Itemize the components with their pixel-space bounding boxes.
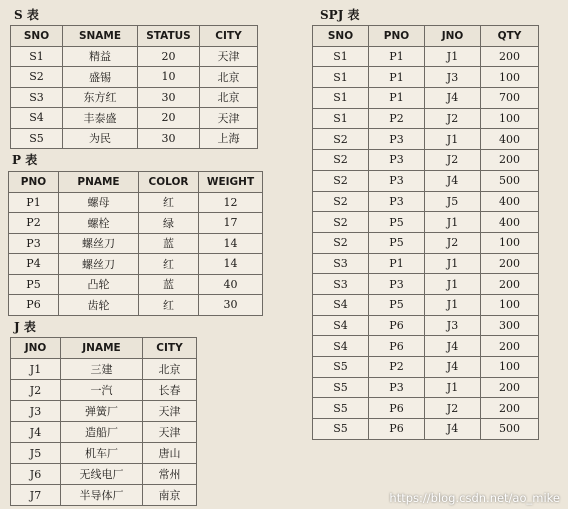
column-header-weight: WEIGHT <box>199 172 263 193</box>
table-cell: P6 <box>369 398 425 419</box>
table-cell: 40 <box>199 274 263 295</box>
table-cell: 螺丝刀 <box>59 233 139 254</box>
table-cell: P3 <box>369 377 425 398</box>
table-cell: J4 <box>425 357 481 378</box>
table-cell: 200 <box>481 398 539 419</box>
table-row <box>11 87 258 108</box>
table-cell: 红 <box>139 192 199 213</box>
column-header-color: COLOR <box>139 172 199 193</box>
table-cell: J1 <box>425 377 481 398</box>
table-cell: 凸轮 <box>59 274 139 295</box>
table-cell: J1 <box>425 274 481 295</box>
table-cell: S4 <box>11 108 63 129</box>
table-cell: S5 <box>313 357 369 378</box>
table-cell: 30 <box>138 87 200 108</box>
table-cell: J1 <box>425 46 481 67</box>
table-cell: J5 <box>425 191 481 212</box>
table-cell: 机车厂 <box>61 443 143 464</box>
table-row <box>9 295 263 316</box>
table-cell: 30 <box>199 295 263 316</box>
table-cell: P1 <box>369 88 425 109</box>
table-cell: 10 <box>138 67 200 88</box>
p-table <box>8 171 263 316</box>
column-header-sno: SNO <box>11 26 63 47</box>
table-row <box>313 398 539 419</box>
table-row <box>11 401 197 422</box>
table-cell: 17 <box>199 213 263 234</box>
table-cell: J2 <box>425 398 481 419</box>
table-cell: 14 <box>199 254 263 275</box>
table-cell: 200 <box>481 336 539 357</box>
table-cell: P6 <box>9 295 59 316</box>
table-cell: S4 <box>313 294 369 315</box>
column-header-pno: PNO <box>369 26 425 47</box>
table-cell: 200 <box>481 150 539 171</box>
table-header-row <box>313 26 539 47</box>
table-cell: J1 <box>11 359 61 380</box>
table-cell: S1 <box>313 67 369 88</box>
table-cell: 200 <box>481 377 539 398</box>
table-cell: P1 <box>369 253 425 274</box>
table-cell: 丰泰盛 <box>63 108 138 129</box>
table-cell: J1 <box>425 212 481 233</box>
table-cell: 造船厂 <box>61 422 143 443</box>
p-table-caption: P 表 <box>12 153 38 167</box>
table-cell: S3 <box>313 274 369 295</box>
table-cell: S2 <box>313 170 369 191</box>
column-header-pname: PNAME <box>59 172 139 193</box>
table-cell: 常州 <box>143 464 197 485</box>
table-cell: 上海 <box>200 128 258 149</box>
table-cell: J2 <box>11 380 61 401</box>
table-cell: 400 <box>481 191 539 212</box>
table-cell: J3 <box>11 401 61 422</box>
table-cell: P3 <box>369 150 425 171</box>
table-cell: 12 <box>199 192 263 213</box>
table-cell: J4 <box>425 336 481 357</box>
table-cell: J1 <box>425 129 481 150</box>
table-cell: 半导体厂 <box>61 485 143 506</box>
table-row <box>313 191 539 212</box>
table-row <box>313 294 539 315</box>
table-cell: J1 <box>425 253 481 274</box>
spj-table-caption: SPJ 表 <box>320 8 360 22</box>
table-row <box>313 170 539 191</box>
table-cell: S2 <box>313 150 369 171</box>
table-cell: S3 <box>11 87 63 108</box>
table-cell: 北京 <box>200 87 258 108</box>
table-cell: 200 <box>481 274 539 295</box>
table-cell: P3 <box>369 170 425 191</box>
table-cell: 700 <box>481 88 539 109</box>
table-cell: J4 <box>11 422 61 443</box>
table-row <box>11 443 197 464</box>
table-cell: 20 <box>138 108 200 129</box>
table-cell: 螺栓 <box>59 213 139 234</box>
table-cell: P6 <box>369 315 425 336</box>
s-table-caption: S 表 <box>14 8 39 22</box>
table-row <box>9 274 263 295</box>
table-cell: P4 <box>9 254 59 275</box>
table-cell: 300 <box>481 315 539 336</box>
table-row <box>11 46 258 67</box>
table-row <box>9 254 263 275</box>
column-header-jname: JNAME <box>61 338 143 359</box>
table-row <box>313 336 539 357</box>
table-cell: P5 <box>369 294 425 315</box>
table-cell: 200 <box>481 253 539 274</box>
column-header-qty: QTY <box>481 26 539 47</box>
table-cell: 红 <box>139 254 199 275</box>
table-header-row <box>9 172 263 193</box>
table-cell: 绿 <box>139 213 199 234</box>
table-row <box>313 419 539 440</box>
table-row <box>313 150 539 171</box>
table-cell: P3 <box>369 274 425 295</box>
table-cell: P6 <box>369 419 425 440</box>
table-cell: 100 <box>481 232 539 253</box>
table-row <box>11 485 197 506</box>
table-cell: J3 <box>425 67 481 88</box>
table-cell: 为民 <box>63 128 138 149</box>
table-cell: P1 <box>9 192 59 213</box>
table-row <box>11 128 258 149</box>
table-row <box>313 108 539 129</box>
table-cell: J1 <box>425 294 481 315</box>
table-cell: S2 <box>313 129 369 150</box>
table-cell: 30 <box>138 128 200 149</box>
table-cell: S4 <box>313 336 369 357</box>
table-cell: P5 <box>369 232 425 253</box>
table-cell: 精益 <box>63 46 138 67</box>
table-row <box>313 274 539 295</box>
table-header-row <box>11 26 258 47</box>
j-table <box>10 337 197 506</box>
table-cell: 14 <box>199 233 263 254</box>
table-cell: 南京 <box>143 485 197 506</box>
table-row <box>313 232 539 253</box>
table-cell: 500 <box>481 419 539 440</box>
column-header-jno: JNO <box>11 338 61 359</box>
table-cell: P2 <box>9 213 59 234</box>
table-cell: S2 <box>313 232 369 253</box>
watermark: https://blog.csdn.net/ao_mike <box>389 491 560 505</box>
table-cell: 蓝 <box>139 274 199 295</box>
spj-table <box>312 25 539 440</box>
table-cell: 北京 <box>200 67 258 88</box>
table-cell: 500 <box>481 170 539 191</box>
table-cell: S4 <box>313 315 369 336</box>
table-cell: 无线电厂 <box>61 464 143 485</box>
table-row <box>11 108 258 129</box>
table-row <box>313 377 539 398</box>
table-row <box>9 233 263 254</box>
table-cell: P1 <box>369 67 425 88</box>
table-cell: 东方红 <box>63 87 138 108</box>
table-cell: 一汽 <box>61 380 143 401</box>
table-cell: J5 <box>11 443 61 464</box>
table-cell: J4 <box>425 419 481 440</box>
table-cell: 长春 <box>143 380 197 401</box>
table-cell: 天津 <box>143 422 197 443</box>
table-row <box>313 315 539 336</box>
table-cell: J4 <box>425 170 481 191</box>
table-cell: 天津 <box>200 46 258 67</box>
table-header-row <box>11 338 197 359</box>
table-cell: 螺丝刀 <box>59 254 139 275</box>
table-row <box>11 464 197 485</box>
table-cell: S1 <box>313 46 369 67</box>
table-cell: 齿轮 <box>59 295 139 316</box>
table-cell: J2 <box>425 150 481 171</box>
table-row <box>313 88 539 109</box>
table-cell: P3 <box>9 233 59 254</box>
column-header-status: STATUS <box>138 26 200 47</box>
table-cell: 三建 <box>61 359 143 380</box>
table-cell: P2 <box>369 357 425 378</box>
table-row <box>313 67 539 88</box>
table-cell: 北京 <box>143 359 197 380</box>
column-header-city: CITY <box>200 26 258 47</box>
table-row <box>313 129 539 150</box>
table-cell: 红 <box>139 295 199 316</box>
table-cell: S3 <box>313 253 369 274</box>
table-cell: 100 <box>481 108 539 129</box>
table-cell: P1 <box>369 46 425 67</box>
table-cell: S5 <box>313 419 369 440</box>
table-cell: 100 <box>481 67 539 88</box>
table-cell: 100 <box>481 294 539 315</box>
table-cell: J4 <box>425 88 481 109</box>
column-header-sname: SNAME <box>63 26 138 47</box>
table-row <box>313 357 539 378</box>
table-cell: J7 <box>11 485 61 506</box>
table-row <box>11 422 197 443</box>
table-cell: S2 <box>11 67 63 88</box>
table-cell: P2 <box>369 108 425 129</box>
table-cell: J3 <box>425 315 481 336</box>
s-table <box>10 25 258 149</box>
table-cell: P6 <box>369 336 425 357</box>
table-cell: 400 <box>481 212 539 233</box>
table-cell: S5 <box>313 398 369 419</box>
table-cell: 天津 <box>143 401 197 422</box>
table-cell: S1 <box>11 46 63 67</box>
table-row <box>313 253 539 274</box>
table-cell: 弹簧厂 <box>61 401 143 422</box>
table-row <box>11 380 197 401</box>
column-header-sno: SNO <box>313 26 369 47</box>
table-cell: 螺母 <box>59 192 139 213</box>
table-cell: 20 <box>138 46 200 67</box>
column-header-jno: JNO <box>425 26 481 47</box>
table-row <box>313 46 539 67</box>
table-cell: P5 <box>369 212 425 233</box>
table-cell: 唐山 <box>143 443 197 464</box>
table-cell: S1 <box>313 108 369 129</box>
table-cell: P3 <box>369 129 425 150</box>
table-cell: 400 <box>481 129 539 150</box>
table-cell: P5 <box>9 274 59 295</box>
table-cell: 蓝 <box>139 233 199 254</box>
table-row <box>9 192 263 213</box>
table-cell: 盛锡 <box>63 67 138 88</box>
table-cell: S2 <box>313 212 369 233</box>
table-cell: J2 <box>425 232 481 253</box>
j-table-caption: J 表 <box>14 320 36 334</box>
table-cell: 天津 <box>200 108 258 129</box>
table-row <box>11 359 197 380</box>
table-cell: 200 <box>481 46 539 67</box>
table-cell: 100 <box>481 357 539 378</box>
column-header-city: CITY <box>143 338 197 359</box>
table-cell: S2 <box>313 191 369 212</box>
table-cell: J2 <box>425 108 481 129</box>
table-row <box>9 213 263 234</box>
table-cell: S1 <box>313 88 369 109</box>
table-row <box>11 67 258 88</box>
table-cell: J6 <box>11 464 61 485</box>
table-cell: S5 <box>313 377 369 398</box>
table-cell: P3 <box>369 191 425 212</box>
column-header-pno: PNO <box>9 172 59 193</box>
table-row <box>313 212 539 233</box>
table-cell: S5 <box>11 128 63 149</box>
